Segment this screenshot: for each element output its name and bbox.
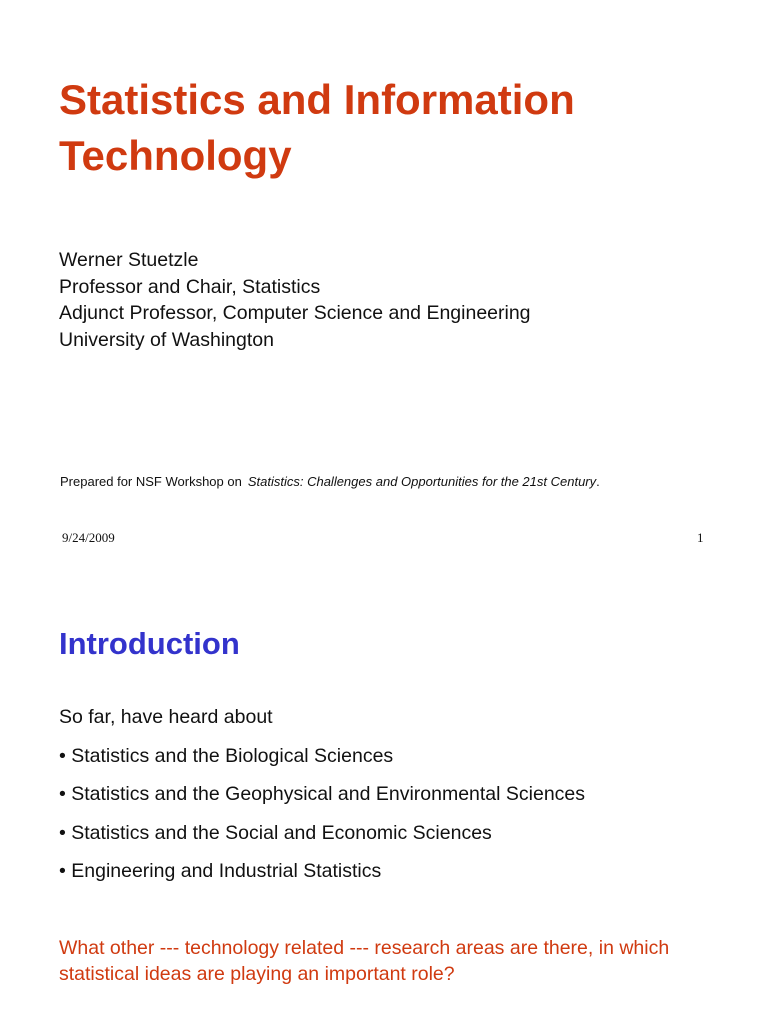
- slide-2: [0, 580, 768, 1024]
- list-item: • Statistics and the Biological Sciences: [59, 744, 394, 767]
- list-item: • Statistics and the Social and Economic Sciences: [59, 821, 492, 844]
- author-block: [59, 247, 531, 353]
- slide-title: [59, 72, 739, 184]
- list-item: • Engineering and Industrial Statistics: [59, 860, 382, 882]
- author-title-adjunct: Adjunct Professor, Computer Science and Engineering: [59, 302, 531, 324]
- slide-title: Introduction: [59, 626, 240, 661]
- intro-list: [59, 704, 585, 897]
- slide-title-line-1: Statistics and Information: [59, 76, 575, 123]
- author-title-chair: Professor and Chair, Statistics: [59, 275, 321, 298]
- intro-lead: So far, have heard about: [59, 706, 273, 728]
- slide-title-line-2: Technology: [59, 132, 292, 179]
- list-item: • Statistics and the Geophysical and Environmental Sciences: [59, 783, 586, 805]
- prepared-note: [60, 473, 600, 491]
- research-question: What other --- technology related --- research areas are there, in which statistical ideas are playing an important role?: [59, 937, 670, 985]
- page-number: 1: [697, 530, 704, 545]
- prepared-prefix: Prepared for NSF Workshop on: [60, 474, 242, 489]
- author-name: Werner Stuetzle: [59, 249, 199, 271]
- footer-date: 9/24/2009: [62, 530, 115, 545]
- workshop-title: Statistics: Challenges and Opportunities for the 21st Century: [247, 474, 597, 489]
- author-affiliation: University of Washington: [59, 328, 274, 351]
- prepared-suffix: .: [596, 474, 600, 489]
